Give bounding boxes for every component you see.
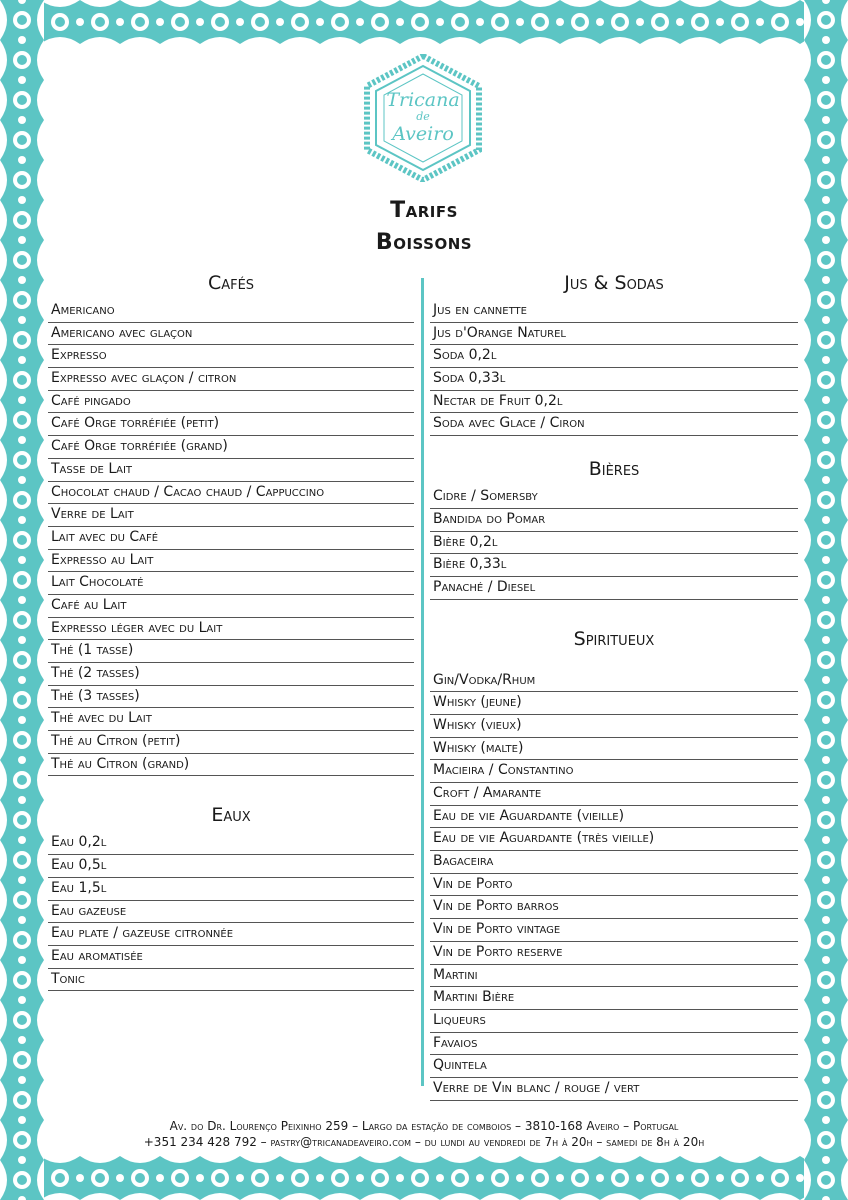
menu-item: Eau plate / gazeuse citronnée	[48, 923, 414, 946]
menu-item: Tonic	[48, 969, 414, 992]
left-column	[48, 270, 414, 991]
menu-item: Vin de Porto vintage	[430, 919, 798, 942]
menu-item: Vin de Porto barros	[430, 896, 798, 919]
menu-item: Bagaceira	[430, 851, 798, 874]
menu-item: Whisky (malte)	[430, 738, 798, 761]
menu-item: Whisky (vieux)	[430, 715, 798, 738]
section-title: Spiritueux	[573, 627, 655, 650]
footer-address: Av. do Dr. Lourenço Peixinho 259 – Largo da estação de comboios – 3810-168 Aveiro – Portugal	[169, 1119, 679, 1133]
menu-item: Thé (1 tasse)	[48, 640, 414, 663]
menu-item: Quintela	[430, 1055, 798, 1078]
menu-item: Nectar de Fruit 0,2l	[430, 391, 798, 414]
menu-item: Vin de Porto	[430, 874, 798, 897]
menu-item: Eau 1,5l	[48, 878, 414, 901]
section-gap	[430, 436, 798, 456]
section-gap	[48, 776, 414, 802]
menu-item: Eau de vie Aguardante (très vieille)	[430, 828, 798, 851]
menu-item: Café Orge torréfiée (grand)	[48, 436, 414, 459]
section-gap	[430, 600, 798, 626]
menu-item: Soda 0,2l	[430, 345, 798, 368]
logo-line2: de	[416, 110, 430, 123]
menu-item: Bière 0,33l	[430, 554, 798, 577]
menu-item: Thé au Citron (grand)	[48, 754, 414, 777]
page-subtitle: Boissons	[375, 230, 473, 255]
page-title: Tarifs	[390, 198, 458, 223]
menu-item: Jus en cannette	[430, 300, 798, 323]
menu-item: Lait avec du Café	[48, 527, 414, 550]
menu-item: Tasse de Lait	[48, 459, 414, 482]
footer-contact: +351 234 428 792 – pastry@tricanadeaveiro.com – du lundi au vendredi de 7h à 20h – samedi de 8h à 20h	[143, 1135, 705, 1149]
menu-item: Whisky (jeune)	[430, 692, 798, 715]
menu-item: Americano avec glaçon	[48, 323, 414, 346]
menu-item: Liqueurs	[430, 1010, 798, 1033]
section-title: Eaux	[211, 804, 251, 827]
menu-item: Panaché / Diesel	[430, 577, 798, 600]
menu-item: Verre de Lait	[48, 504, 414, 527]
section-spacer	[430, 656, 798, 670]
menu-item: Eau aromatisée	[48, 946, 414, 969]
menu-item: Gin/Vodka/Rhum	[430, 670, 798, 693]
right-column	[430, 270, 798, 1101]
logo-line3: Aveiro	[392, 123, 454, 145]
menu-item: Vin de Porto reserve	[430, 942, 798, 965]
section-title: Bières	[588, 458, 640, 481]
menu-item: Thé avec du Lait	[48, 708, 414, 731]
menu-item: Eau 0,2l	[48, 832, 414, 855]
menu-item: Thé (2 tasses)	[48, 663, 414, 686]
brand-logo	[361, 54, 485, 182]
menu-item: Thé au Citron (petit)	[48, 731, 414, 754]
menu-item: Chocolat chaud / Cacao chaud / Cappuccino	[48, 482, 414, 505]
menu-item: Eau de vie Aguardante (vieille)	[430, 806, 798, 829]
menu-item: Soda avec Glace / Ciron	[430, 413, 798, 436]
menu-item: Martini Bière	[430, 987, 798, 1010]
menu-item: Café Orge torréfiée (petit)	[48, 413, 414, 436]
section-title: Jus & Sodas	[564, 272, 664, 294]
menu-item: Lait Chocolaté	[48, 572, 414, 595]
menu-item: Expresso au Lait	[48, 550, 414, 573]
menu-item: Bière 0,2l	[430, 532, 798, 555]
section-title: Cafés	[207, 272, 255, 294]
menu-item: Thé (3 tasses)	[48, 686, 414, 709]
menu-item: Café pingado	[48, 391, 414, 414]
logo-line1: Tricana	[386, 89, 460, 111]
hexagon-lace-logo-icon	[361, 54, 485, 182]
menu-item: Verre de Vin blanc / rouge / vert	[430, 1078, 798, 1101]
lace-border-top-icon	[0, 0, 848, 44]
menu-item: Expresso avec glaçon / citron	[48, 368, 414, 391]
menu-item: Soda 0,33l	[430, 368, 798, 391]
menu-item: Martini	[430, 965, 798, 988]
menu-item: Jus d'Orange Naturel	[430, 323, 798, 346]
menu-item: Eau gazeuse	[48, 901, 414, 924]
menu-item: Expresso léger avec du Lait	[48, 618, 414, 641]
lace-border-right-icon	[804, 0, 848, 1200]
menu-item: Macieira / Constantino	[430, 760, 798, 783]
menu-item: Eau 0,5l	[48, 855, 414, 878]
menu-item: Favaios	[430, 1033, 798, 1056]
menu-item: Café au Lait	[48, 595, 414, 618]
menu-item: Cidre / Somersby	[430, 486, 798, 509]
menu-item: Croft / Amarante	[430, 783, 798, 806]
menu-item: Bandida do Pomar	[430, 509, 798, 532]
lace-border-left-icon	[0, 0, 44, 1200]
column-divider	[421, 278, 424, 1086]
menu-item: Expresso	[48, 345, 414, 368]
lace-border-bottom-icon	[0, 1156, 848, 1200]
menu-item: Americano	[48, 300, 414, 323]
